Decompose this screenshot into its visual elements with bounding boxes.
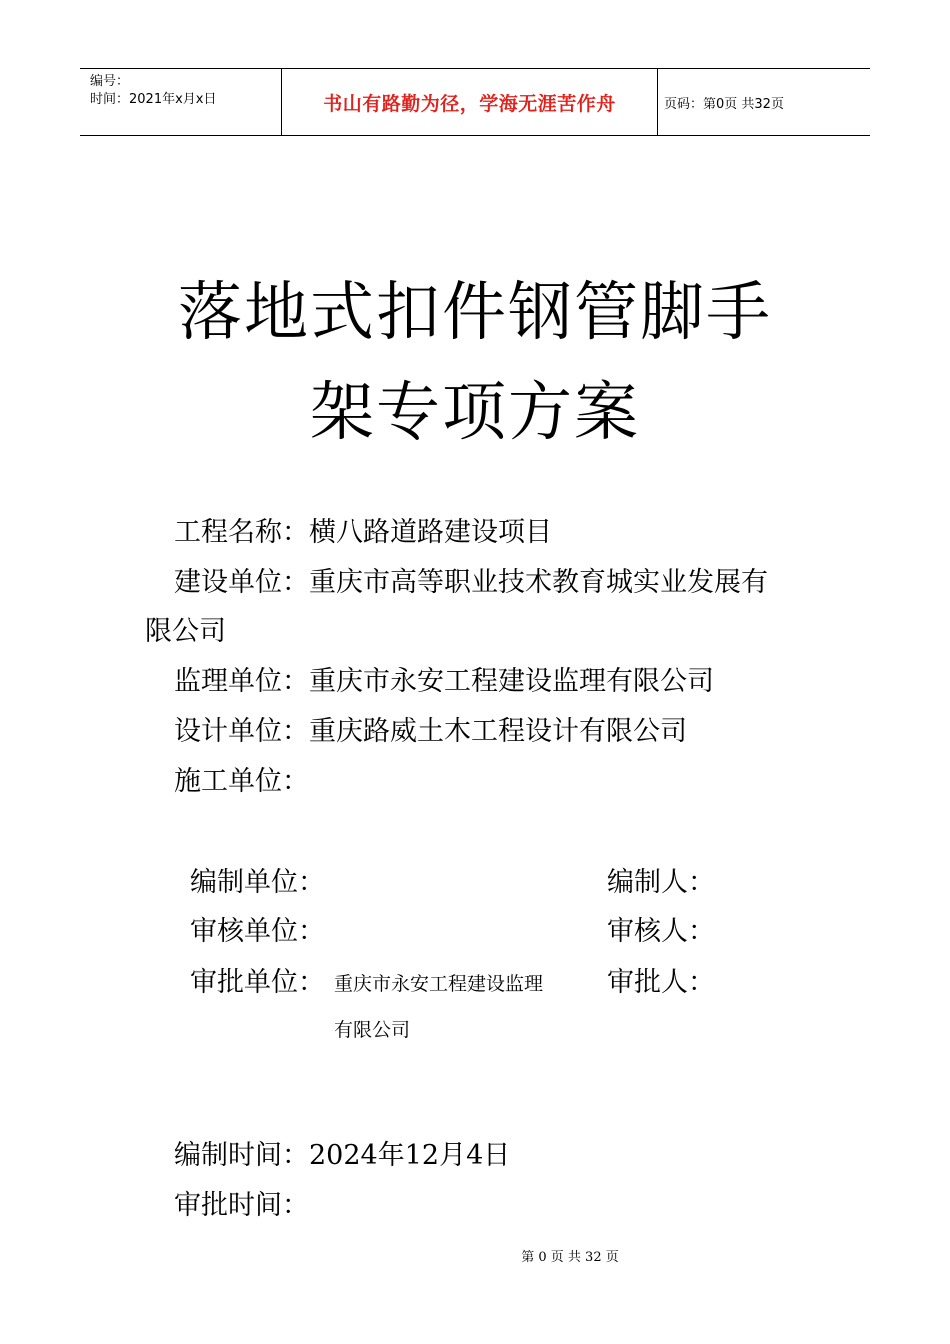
approve-unit-value-continued: 有限公司: [334, 1019, 411, 1041]
document-number-label: 编号：: [90, 74, 130, 89]
review-unit-label: 审核单位：: [190, 916, 325, 947]
document-title-line2: 架专项方案: [310, 376, 640, 450]
approve-unit-label: 审批单位：: [190, 967, 325, 998]
compile-time: 编制时间：2024年12月4日: [174, 1140, 511, 1171]
header-meta: [80, 69, 282, 135]
page-footer: 第 0 页 共 32 页: [521, 1250, 619, 1265]
approve-time: 审批时间：: [174, 1190, 309, 1221]
compile-unit-label: 编制单位：: [190, 867, 325, 898]
document-header: [80, 68, 870, 136]
approve-person-label: 审批人：: [607, 967, 715, 998]
document-time-label: 时间：2021年x月x日: [90, 92, 217, 107]
designer-unit: 设计单位：重庆路威土木工程设计有限公司: [174, 716, 687, 747]
compile-person-label: 编制人：: [607, 867, 715, 898]
document-title-line1: 落地式扣件钢管脚手: [178, 276, 772, 350]
builder-unit: 建设单位：重庆市高等职业技术教育城实业发展有: [174, 567, 768, 598]
review-person-label: 审核人：: [607, 916, 715, 947]
header-motto: 书山有路勤为径，学海无涯苦作舟: [282, 69, 658, 135]
approve-unit-value: 重庆市永安工程建设监理: [334, 973, 544, 995]
header-page-info: 页码：第0页 共32页: [664, 96, 784, 112]
supervisor-unit: 监理单位：重庆市永安工程建设监理有限公司: [174, 666, 714, 697]
constructor-unit: 施工单位：: [174, 766, 309, 797]
project-name: 工程名称：横八路道路建设项目: [174, 517, 552, 548]
builder-unit-continued: 限公司: [145, 616, 226, 647]
